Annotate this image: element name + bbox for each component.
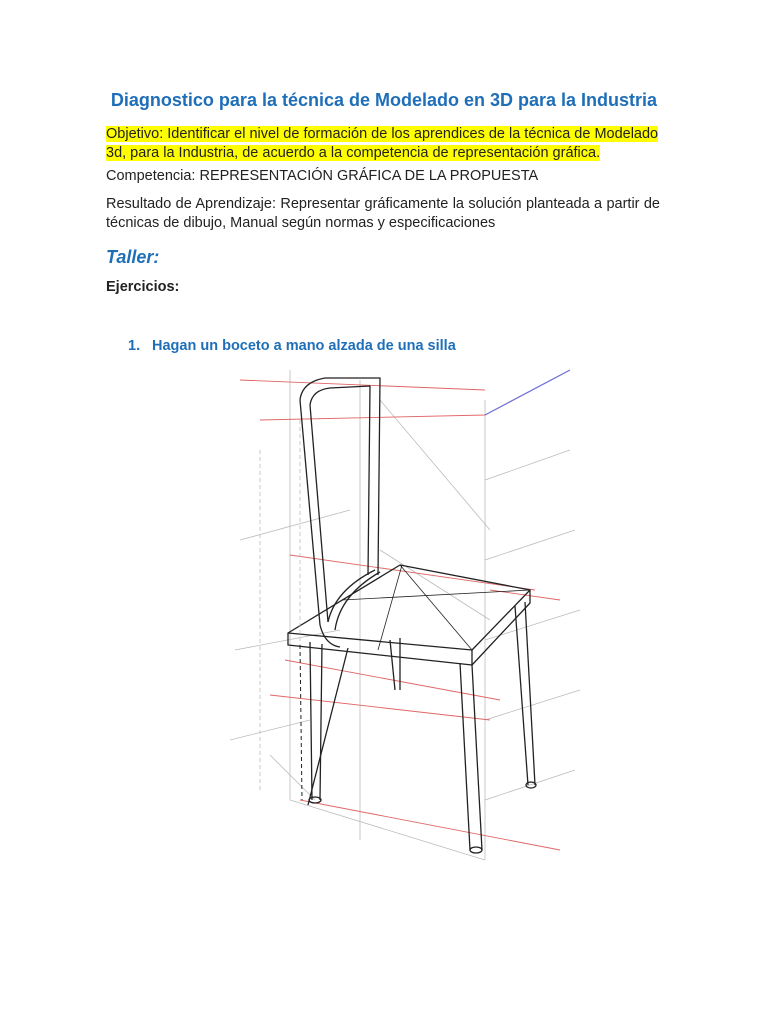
construction-lines-red	[240, 380, 560, 850]
objective-highlighted-text: Objetivo: Identificar el nivel de formación de los aprendices de la técnica de Modelado 3d, para la Industria, de acuerdo a la competencia de representación gráfica.	[106, 126, 659, 161]
learning-result-paragraph: Resultado de Aprendizaje: Representar gráficamente la solución planteada a partir de técnicas de dibujo, Manual según normas y especificaciones	[106, 196, 660, 231]
exercise-item-1	[128, 338, 456, 354]
exercise-text: Hagan un boceto a mano alzada de una silla	[152, 338, 456, 354]
construction-line-blue	[485, 370, 570, 415]
chair-outline	[288, 378, 536, 853]
document-title: Diagnostico para la técnica de Modelado en 3D para la Industria	[110, 90, 658, 110]
competence-paragraph: Competencia: REPRESENTACIÓN GRÁFICA DE LA PROPUESTA	[106, 168, 539, 184]
objective-paragraph	[106, 125, 666, 163]
exercise-number: 1.	[128, 338, 141, 354]
chair-sketch-illustration	[230, 360, 590, 880]
section-heading-taller: Taller:	[106, 247, 160, 267]
exercises-label: Ejercicios:	[106, 279, 180, 295]
construction-lines-gray	[230, 370, 580, 860]
